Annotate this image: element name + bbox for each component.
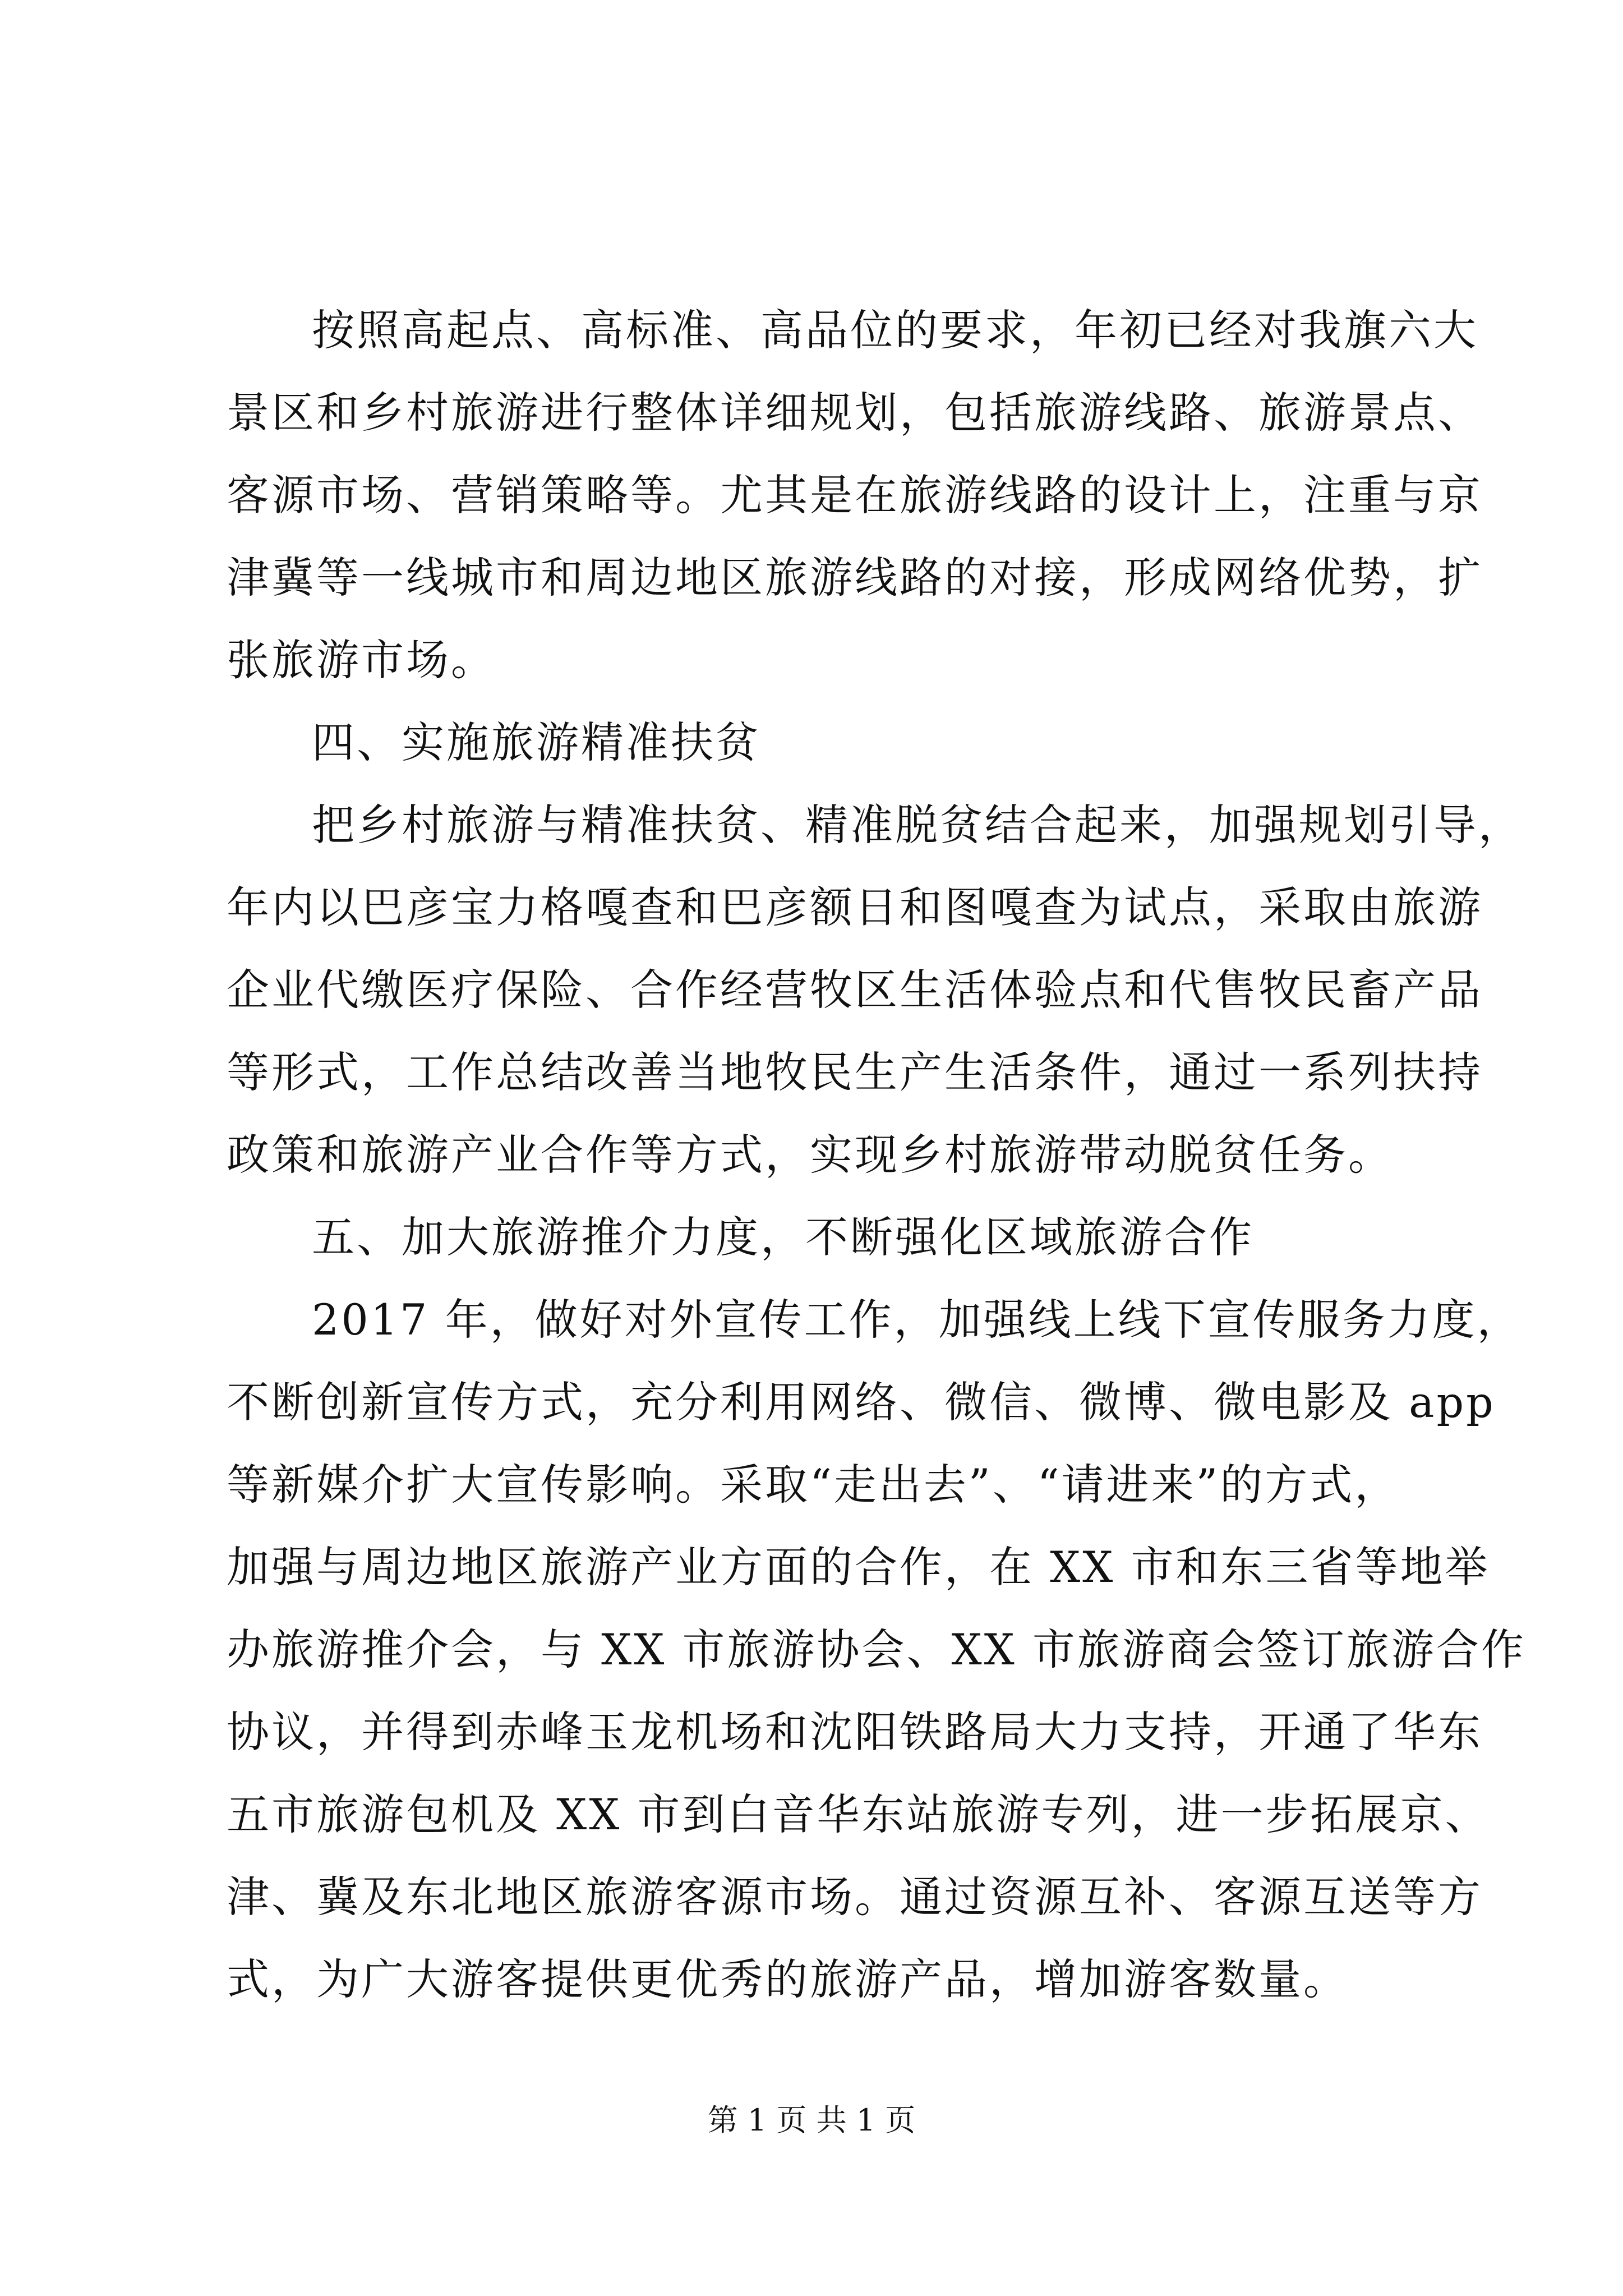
paragraph-line: 等新媒介扩大宣传影响。采取“走出去”、“请进来”的方式，: [227, 1460, 1400, 1510]
paragraph-line: 协议，并得到赤峰玉龙机场和沈阳铁路局大力支持，开通了华东: [227, 1707, 1483, 1757]
paragraph-line: 津、冀及东北地区旅游客源市场。通过资源互补、客源互送等方: [227, 1872, 1483, 1922]
paragraph-line: 办旅游推介会，与 XX 市旅游协会、XX 市旅游商会签订旅游合作: [227, 1625, 1526, 1674]
paragraph-line: 式，为广大游客提供更优秀的旅游产品，增加游客数量。: [227, 1954, 1348, 2004]
paragraph-line: 年内以巴彦宝力格嘎查和巴彦额日和图嘎查为试点，采取由旅游: [227, 882, 1483, 932]
paragraph-line: 按照高起点、高标准、高品位的要求，年初已经对我旗六大: [312, 305, 1478, 355]
paragraph-line: 把乡村旅游与精准扶贫、精准脱贫结合起来，加强规划引导，: [312, 800, 1523, 850]
paragraph-line: 等形式，工作总结改善当地牧民生产生活条件，通过一系列扶持: [227, 1047, 1483, 1097]
paragraph-line: 2017 年，做好对外宣传工作，加强线上线下宣传服务力度，: [312, 1295, 1522, 1345]
section-heading: 四、实施旅游精准扶贫: [312, 717, 760, 767]
paragraph-line: 政策和旅游产业合作等方式，实现乡村旅游带动脱贫任务。: [227, 1130, 1393, 1180]
section-heading: 五、加大旅游推介力度，不断强化区域旅游合作: [312, 1212, 1254, 1262]
paragraph-line: 加强与周边地区旅游产业方面的合作，在 XX 市和东三省等地举: [227, 1542, 1490, 1592]
paragraph-line: 不断创新宣传方式，充分利用网络、微信、微博、微电影及 app: [227, 1377, 1496, 1427]
paragraph-line: 客源市场、营销策略等。尤其是在旅游线路的设计上，注重与京: [227, 470, 1483, 520]
paragraph-line: 五市旅游包机及 XX 市到白音华东站旅游专列，进一步拓展京、: [227, 1789, 1490, 1839]
paragraph-line: 津冀等一线城市和周边地区旅游线路的对接，形成网络优势，扩: [227, 553, 1483, 602]
page-footer: [0, 2101, 1623, 2140]
paragraph-line: 景区和乡村旅游进行整体详细规划，包括旅游线路、旅游景点、: [227, 388, 1483, 438]
paragraph-line: 张旅游市场。: [227, 635, 496, 685]
paragraph-line: 企业代缴医疗保险、合作经营牧区生活体验点和代售牧民畜产品: [227, 965, 1483, 1015]
page-number: 第 1 页 共 1 页: [707, 2102, 916, 2138]
body-text: [227, 289, 1526, 2021]
